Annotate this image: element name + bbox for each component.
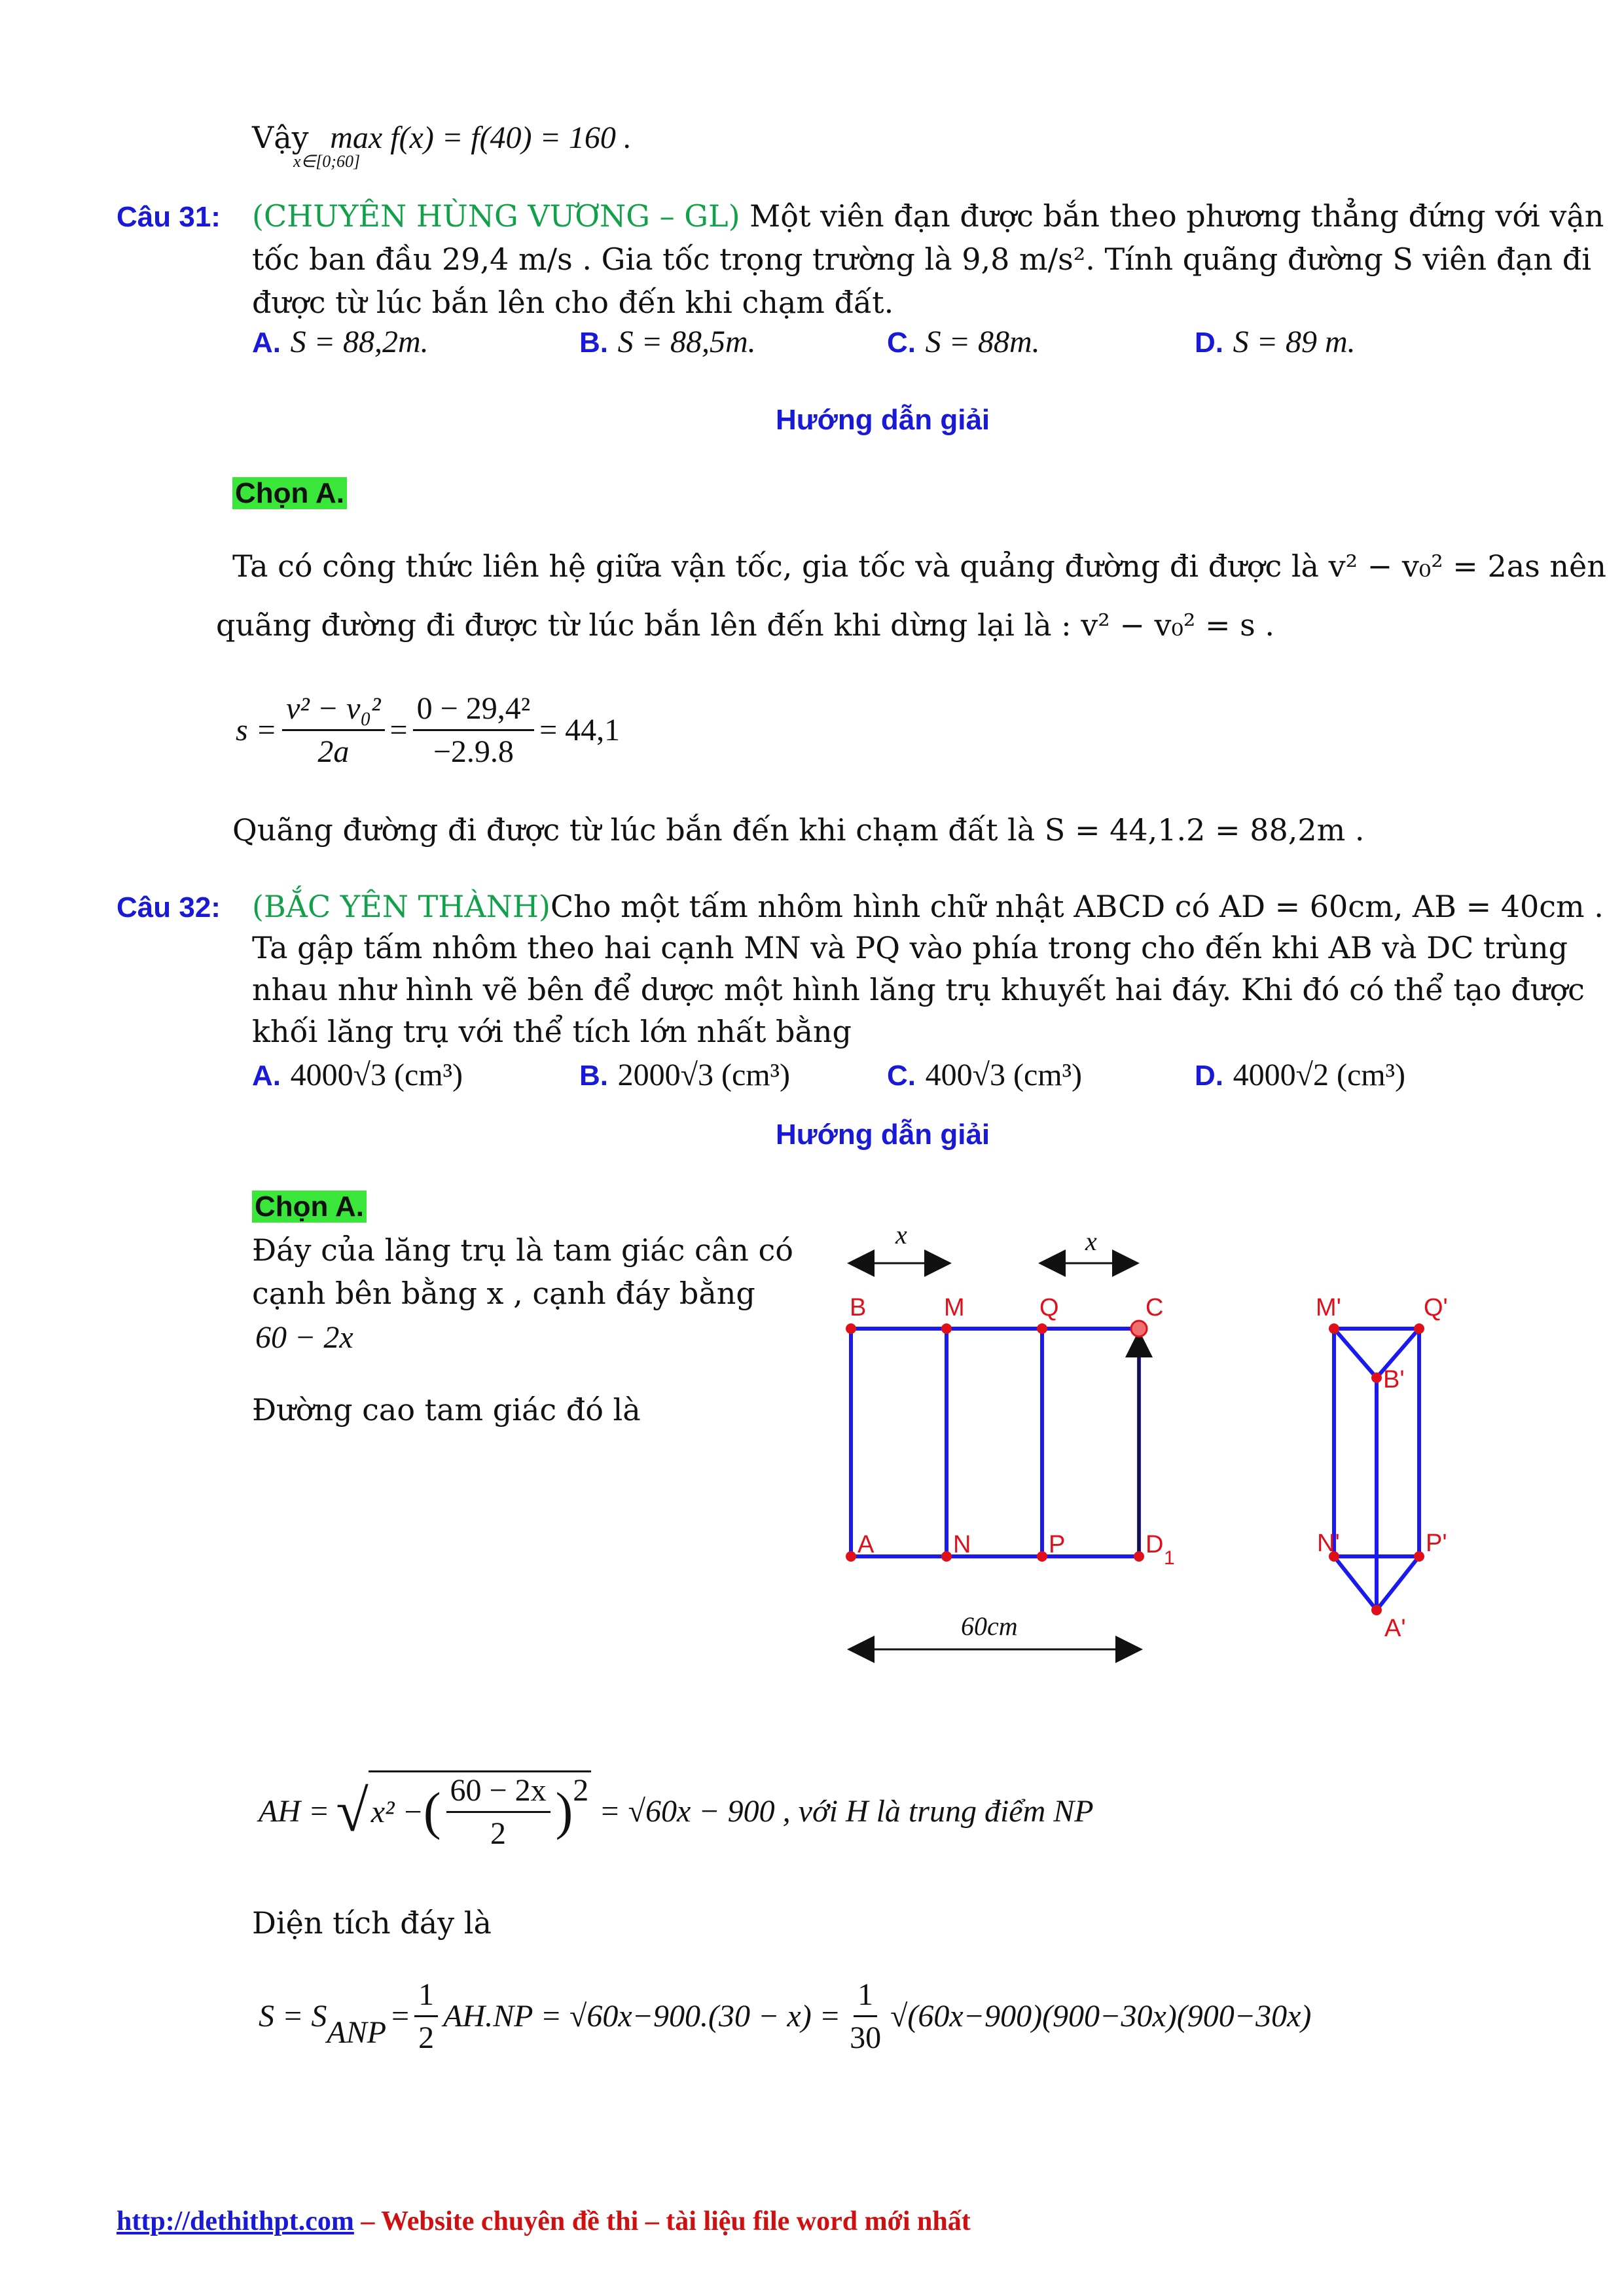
vay-text: Vậy bbox=[252, 120, 309, 155]
q31-heading: Hướng dẫn giải bbox=[776, 404, 990, 436]
q32-sol3: 60 − 2x bbox=[255, 1320, 353, 1355]
label-n-prime: N' bbox=[1317, 1530, 1340, 1557]
q32-option-b[interactable]: B. 2000√3 (cm³) bbox=[579, 1058, 790, 1092]
point-m bbox=[941, 1323, 952, 1334]
q32-option-c[interactable]: C. 400√3 (cm³) bbox=[887, 1058, 1082, 1092]
footer bbox=[117, 2206, 971, 2237]
point-n bbox=[941, 1551, 952, 1562]
q32-option-d[interactable]: D. 4000√2 (cm³) bbox=[1195, 1058, 1405, 1092]
label-c: C bbox=[1146, 1294, 1164, 1321]
point-p-prime bbox=[1414, 1551, 1424, 1562]
point-d bbox=[1134, 1551, 1144, 1562]
label-b-prime: B' bbox=[1383, 1366, 1405, 1393]
q32-line3: nhau như hình vẽ bên để dược một hình lăng trụ khuyết hai đáy. Khi đó có thể tạo được bbox=[252, 972, 1585, 1007]
point-a bbox=[846, 1551, 856, 1562]
point-q bbox=[1037, 1323, 1047, 1334]
q31-option-c[interactable]: C. S = 88m. bbox=[887, 325, 1040, 359]
point-b-prime bbox=[1371, 1372, 1382, 1383]
label-a-prime: A' bbox=[1384, 1615, 1406, 1642]
q32-line4: khối lăng trụ với thể tích lớn nhất bằng bbox=[252, 1014, 852, 1049]
q31-equation: s = $\frac{\text{v² − v₀²}}{2a}$ = $\frac{\text{0 − 29,4²}}{-2.9.8}$ = 44,1 bbox=[236, 691, 621, 769]
label-m: M bbox=[944, 1294, 965, 1321]
q31-line3: được từ lúc bắn lên cho đến khi chạm đất. bbox=[252, 285, 894, 320]
q32-label: Câu 32: bbox=[117, 891, 221, 924]
prism-shape bbox=[1334, 1329, 1419, 1610]
q32-line1 bbox=[252, 887, 1604, 926]
q31-option-b[interactable]: B. S = 88,5m. bbox=[579, 325, 756, 359]
max-formula: max f(x) = f(40) = 160 . bbox=[330, 120, 632, 155]
q32-text-1: Cho một tấm nhôm hình chữ nhật ABCD có AD = 60cm, AB = 40cm . bbox=[550, 889, 1604, 924]
q32-option-a[interactable]: A. 4000√3 (cm³) bbox=[252, 1058, 463, 1092]
q31-option-a[interactable]: A. S = 88,2m. bbox=[252, 325, 429, 359]
q31-chon: Chọn A. bbox=[232, 473, 347, 513]
max-domain: x∈[0;60] bbox=[293, 152, 361, 171]
sheet-rectangle bbox=[851, 1329, 1139, 1556]
footer-link[interactable]: http://dethithpt.com bbox=[117, 2206, 354, 2236]
label-d-sub: 1 bbox=[1164, 1547, 1175, 1569]
label-p: P bbox=[1049, 1531, 1066, 1558]
q32-sol4: Đường cao tam giác đó là bbox=[252, 1392, 641, 1427]
label-x2: x bbox=[1085, 1227, 1097, 1256]
q31-sol2: quãng đường đi được từ lúc bắn lên đến khi dừng lại là : v² − v₀² = s . bbox=[216, 607, 1275, 643]
q31-sol1: Ta có công thức liên hệ giữa vận tốc, gia tốc và quảng đường đi được là v² − v₀² = 2as nên bbox=[232, 548, 1606, 584]
q32-line2: Ta gập tấm nhôm theo hai cạnh MN và PQ vào phía trong cho đến khi AB và DC trùng bbox=[252, 930, 1568, 965]
q32-heading: Hướng dẫn giải bbox=[776, 1119, 990, 1151]
point-m-prime bbox=[1329, 1323, 1339, 1334]
label-q-prime: Q' bbox=[1424, 1294, 1448, 1321]
label-b: B bbox=[850, 1294, 867, 1321]
ah-formula: AH = √ x² − ( $\frac{60 - 2x}{2}$ ) 2 = √60x − 900 , với H là trung điểm NP bbox=[259, 1770, 1094, 1852]
q31-text-1: Một viên đạn được bắn theo phương thẳng đứng với vận bbox=[749, 198, 1604, 234]
q32-source: (BẮC YÊN THÀNH) bbox=[252, 889, 550, 924]
label-n: N bbox=[953, 1531, 971, 1558]
label-60cm: 60cm bbox=[961, 1611, 1018, 1641]
q32-sol2: cạnh bên bằng x , cạnh đáy bằng bbox=[252, 1276, 755, 1311]
label-d: D bbox=[1146, 1531, 1164, 1558]
point-a-prime bbox=[1371, 1605, 1382, 1615]
area-formula: S = S ANP = $\frac{1}{2}$ AH.NP = √60x−900.(30 − x) = $\frac{1}{30}$ √(60x−900)(900−30x)(900−30x) bbox=[259, 1977, 1312, 2055]
label-a: A bbox=[857, 1531, 875, 1558]
label-p-prime: P' bbox=[1426, 1530, 1447, 1557]
label-q: Q bbox=[1039, 1294, 1059, 1321]
label-x1: x bbox=[895, 1220, 907, 1249]
point-c bbox=[1131, 1321, 1147, 1336]
q31-source: (CHUYÊN HÙNG VƯƠNG – GL) bbox=[252, 198, 740, 234]
q31-label: Câu 31: bbox=[117, 201, 221, 233]
point-q-prime bbox=[1414, 1323, 1424, 1334]
label-m-prime: M' bbox=[1316, 1294, 1341, 1321]
point-b bbox=[846, 1323, 856, 1334]
q31-sol3: Quãng đường đi được từ lúc bắn đến khi chạm đất là S = 44,1.2 = 88,2m . bbox=[232, 812, 1365, 848]
footer-text: – Website chuyên đề thi – tài liệu file word mới nhất bbox=[353, 2206, 971, 2236]
q31-line1 bbox=[252, 196, 1604, 236]
point-p bbox=[1037, 1551, 1047, 1562]
prism-figure bbox=[818, 1211, 1506, 1669]
sheet-points bbox=[846, 1321, 1147, 1562]
dien-tich-label: Diện tích đáy là bbox=[252, 1905, 492, 1941]
q32-sol1: Đáy của lăng trụ là tam giác cân có bbox=[252, 1232, 793, 1268]
q32-chon: Chọn A. bbox=[252, 1186, 367, 1227]
q31-option-d[interactable]: D. S = 89 m. bbox=[1195, 325, 1356, 359]
q31-line2: tốc ban đầu 29,4 m/s . Gia tốc trọng trường là 9,8 m/s². Tính quãng đường S viên đạn đi bbox=[252, 242, 1591, 277]
